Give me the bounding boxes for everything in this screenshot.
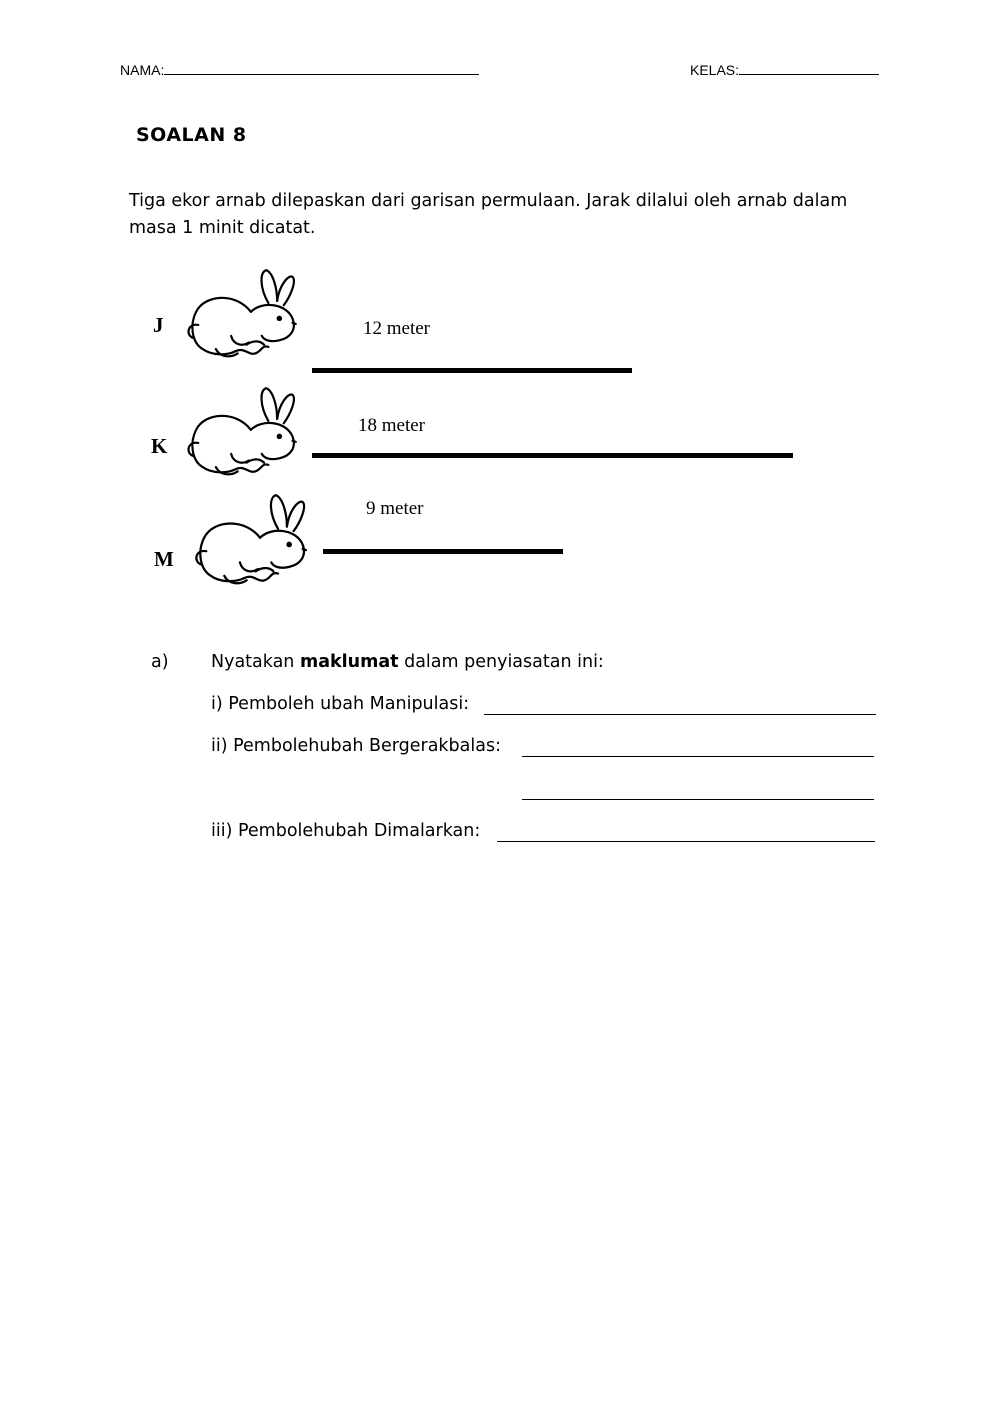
class-label: KELAS: bbox=[690, 62, 740, 78]
distance-label-j: 12 meter bbox=[363, 318, 431, 339]
prompt-pre: Nyatakan bbox=[211, 652, 300, 672]
question-intro bbox=[129, 188, 889, 242]
distance-label-k: 18 meter bbox=[358, 415, 426, 436]
question-a-marker: a) bbox=[151, 652, 169, 672]
distance-bar-m bbox=[323, 549, 563, 554]
answer-line-controlled[interactable] bbox=[497, 841, 875, 842]
prompt-bold: maklumat bbox=[299, 652, 399, 672]
class-blank[interactable] bbox=[739, 74, 879, 75]
name-blank[interactable] bbox=[164, 74, 479, 75]
rabbit-m-icon bbox=[184, 493, 316, 587]
answer-line-responding[interactable] bbox=[522, 756, 874, 757]
rabbit-j-icon bbox=[176, 268, 306, 360]
distance-bar-j bbox=[312, 368, 632, 373]
intro-line-2: masa 1 minit dicatat. bbox=[129, 218, 316, 238]
question-title: SOALAN 8 bbox=[136, 124, 247, 146]
prompt-post: dalam penyiasatan ini: bbox=[398, 652, 604, 672]
distance-bar-k bbox=[312, 453, 793, 458]
answer-line-responding-2[interactable] bbox=[522, 799, 874, 800]
rabbit-label-k: K bbox=[151, 434, 168, 458]
class-field bbox=[690, 62, 879, 78]
answer-line-manipulated[interactable] bbox=[484, 714, 876, 715]
item-controlled-variable: iii) Pembolehubah Dimalarkan: bbox=[211, 821, 481, 841]
rabbit-label-m: M bbox=[154, 547, 174, 571]
intro-line-1: Tiga ekor arnab dilepaskan dari garisan permulaan. Jarak dilalui oleh arnab dalam bbox=[129, 191, 848, 211]
rabbit-k-icon bbox=[176, 386, 306, 478]
rabbit-label-j: J bbox=[153, 313, 164, 337]
question-a-prompt bbox=[211, 652, 604, 672]
name-label: NAMA: bbox=[120, 62, 165, 78]
name-field bbox=[120, 62, 479, 78]
item-responding-variable: ii) Pembolehubah Bergerakbalas: bbox=[211, 736, 501, 756]
item-manipulated-variable: i) Pemboleh ubah Manipulasi: bbox=[211, 694, 470, 714]
distance-label-m: 9 meter bbox=[366, 498, 424, 519]
